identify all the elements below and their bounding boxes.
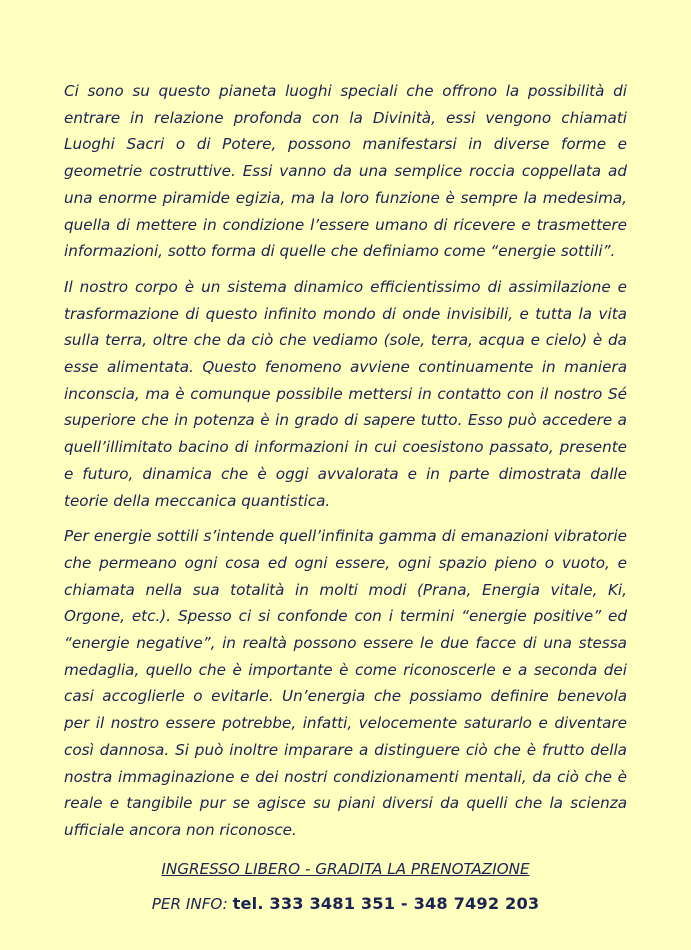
paragraph-corpo-dinamico: Il nostro corpo è un sistema dinamico efficientissimo di assimilazione e trasformazione di questo infinito mondo di onde invisibili, e tutta la vita sulla terra, oltre che da ciò che vediamo (sole, terra, acqua e cielo) è da esse alimentata. Questo fenomeno avviene continuamente in maniera inconscia, ma è comunque possibile mettersi in contatto con il nostro Sé superiore che in potenza è in grado di sapere tutto. Esso può accedere a quell’illimitato bacino di informazioni in cui coesistono passato, presente e futuro, dinamica che è oggi avvalorata e in parte dimostrata dalle teorie della meccanica quantistica. (64, 277, 627, 510)
contact-info (64, 891, 627, 918)
entry-notice: INGRESSO LIBERO - GRADITA LA PRENOTAZIONE (161, 859, 530, 878)
paragraph-energie-sottili: Per energie sottili s’intende quell’infinita gamma di emanazioni vibratorie che permeano ogni cosa ed ogni essere, ogni spazio pieno o vuoto, e chiamata nella sua totalità in molti modi (Prana, Energia vitale, Ki, Orgone, etc.). Spesso ci si confonde con i termini “energie positive” ed “energie negative”, in realtà possono essere le due facce di una stessa medaglia, quello che è importante è come riconoscerle e a seconda dei casi accoglierle o evitarle. Un’energia che possiamo definire benevola per il nostro essere potrebbe, infatti, velocemente saturarlo e diventare così dannosa. Si può inoltre imparare a distinguere ciò che è frutto della nostra immaginazione e dei nostri condizionamenti mentali, da ciò che è reale e tangibile pur se agisce su piani diversi da quelli che la scienza ufficiale ancora non riconosce. (64, 527, 627, 839)
document-body (64, 78, 627, 918)
phone-number: tel. 333 3481 351 - 348 7492 203 (232, 894, 540, 914)
info-label: PER INFO: (151, 895, 233, 914)
paragraph-luoghi-sacri: Ci sono su questo pianeta luoghi speciali che offrono la possibilità di entrare in relazione profonda con la Divinità, essi vengono chiamati Luoghi Sacri o di Potere, possono manifestarsi in diverse forme e geometrie costruttive. Essi vanno da una semplice roccia coppellata ad una enorme piramide egizia, ma la loro funzione è sempre la medesima, quella di mettere in condizione l’essere umano di ricevere e trasmettere informazioni, sotto forma di quelle che definiamo come “energie sottili”. (64, 82, 627, 261)
